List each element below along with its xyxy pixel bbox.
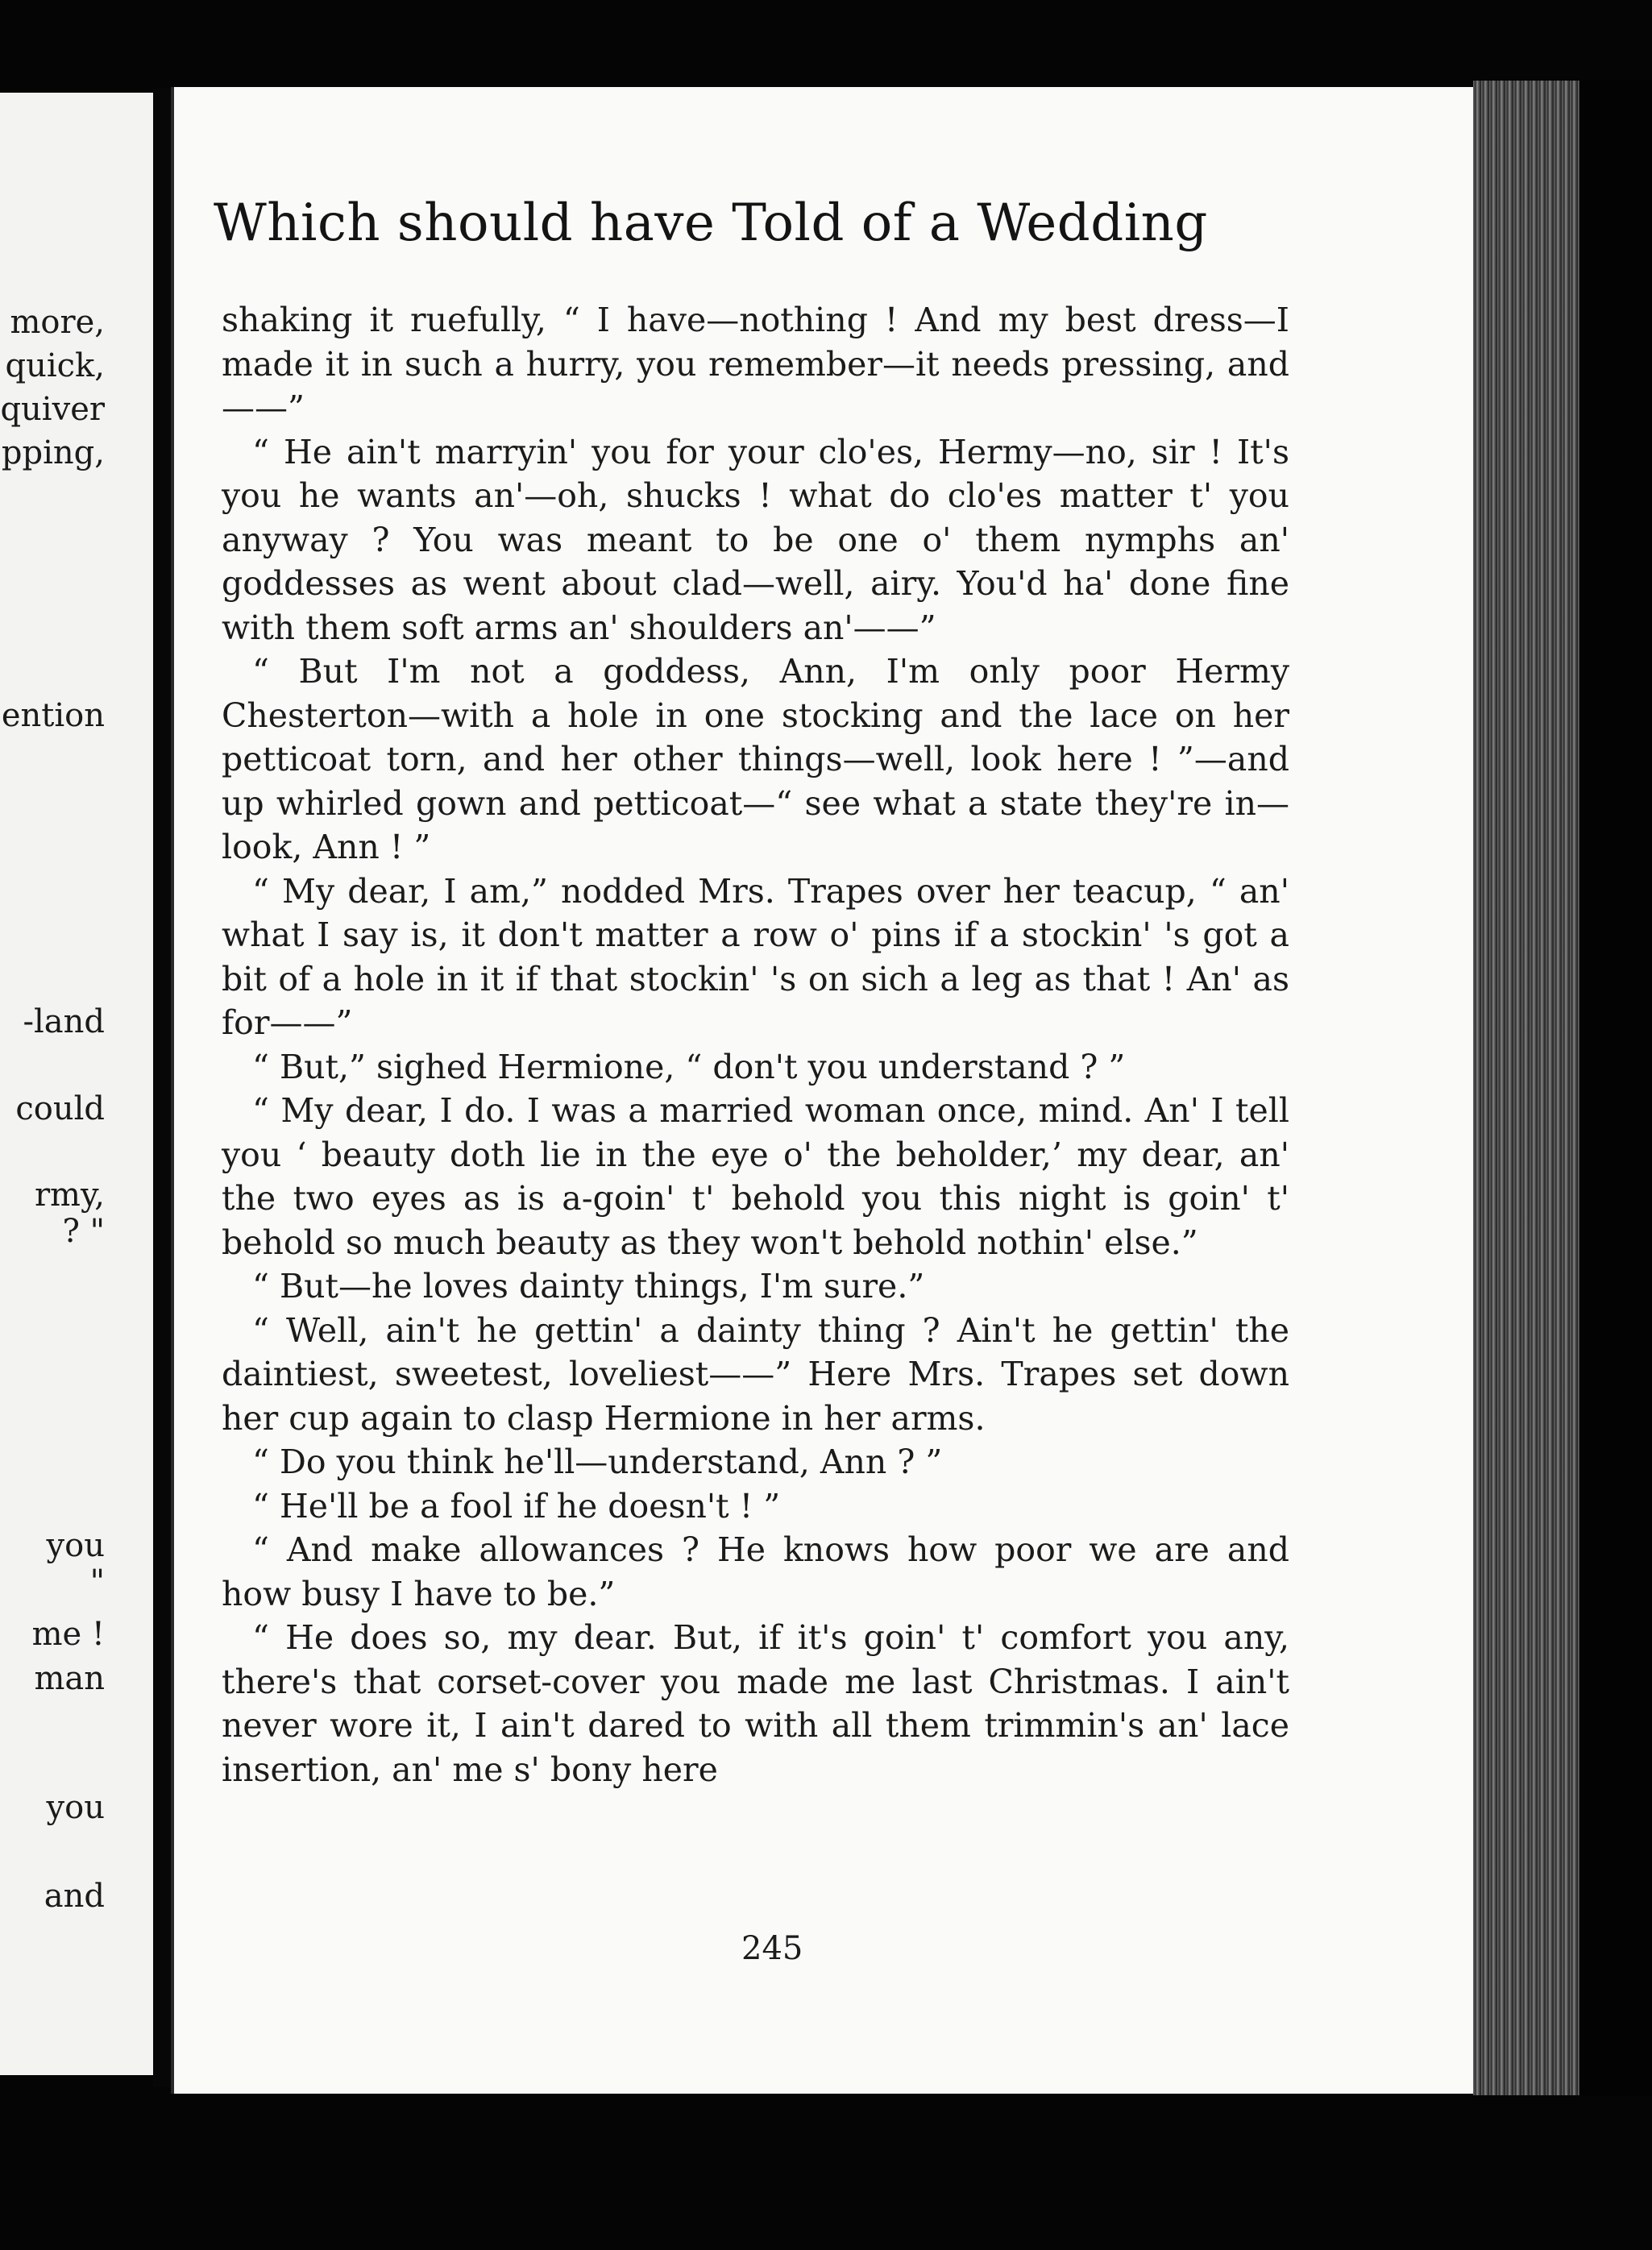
left-page-edge — [0, 93, 153, 2075]
paragraph: “ Well, ain't he gettin' a dainty thing ? Ain't he gettin' the daintiest, sweetest, loveliest——” Here Mrs. Trapes set down her cup again to clasp Hermione in her arms. — [222, 1310, 1289, 1438]
left-page-fragment: " — [89, 1563, 105, 1600]
paragraph: “ But,” sighed Hermione, “ don't you understand ? ” — [252, 1047, 1126, 1086]
left-page-fragment: rmy, — [34, 1177, 105, 1214]
paragraph: shaking it ruefully, “ I have—nothing ! And my best dress—I made it in such a hurry, you remember—it needs pressing, and——” — [222, 301, 1289, 427]
left-page-fragment: quick, — [5, 347, 105, 384]
paragraph: “ My dear, I do. I was a married woman once, mind. An' I tell you ‘ beauty doth lie in the eye o' the beholder,’ my dear, an' the two eyes as is a-goin' t' behold you this night is goin' t' behold so much beauty as they won't behold nothin' else.” — [222, 1091, 1289, 1262]
left-page-fragment: -land — [23, 1003, 105, 1040]
left-page-fragment: ? " — [62, 1213, 105, 1250]
body-text — [222, 298, 1289, 1791]
running-head: Which should have Told of a Wedding — [214, 193, 1208, 253]
left-page-fragment: me ! — [31, 1616, 105, 1653]
left-page-fragment: could — [15, 1090, 105, 1127]
left-page-fragment: quiver — [0, 391, 105, 428]
paragraph: “ And make allowances ? He knows how poor we are and how busy I have to be.” — [222, 1530, 1289, 1613]
paragraph: “ He'll be a fool if he doesn't ! ” — [252, 1486, 781, 1526]
left-page-fragment: and — [44, 1878, 105, 1915]
left-page-fragment: pping, — [1, 434, 105, 471]
paragraph: “ Do you think he'll—understand, Ann ? ” — [252, 1443, 943, 1481]
left-page-fragment: you — [46, 1789, 105, 1826]
background-shadow — [1579, 81, 1652, 2095]
paragraph: “ But I'm not a goddess, Ann, I'm only poor Hermy Chesterton—with a hole in one stocking and the lace on her petticoat torn, and her other things—well, look here ! ”—and up whirled gown and petticoat—“ see what a state they're in—look, Ann ! ” — [222, 652, 1289, 866]
left-page-fragment: you — [46, 1527, 105, 1564]
left-page-fragment: man — [34, 1660, 105, 1697]
paragraph: “ My dear, I am,” nodded Mrs. Trapes over her teacup, “ an' what I say is, it don't matter a row o' pins if a stockin' 's got a bit of a hole in it if that stockin' 's on sich a leg as that ! An' as for——” — [222, 871, 1289, 1042]
paragraph: “ He ain't marryin' you for your clo'es, Hermy—no, sir ! It's you he wants an'—oh, shucks ! what do clo'es matter t' you anyway ? You was meant to be one o' them nymphs an' goddesses as went about clad—well, airy. You'd ha' done fine with them soft arms an' shoulders an'——” — [222, 432, 1289, 647]
left-page-fragment: ention — [1, 697, 105, 734]
paragraph: “ He does so, my dear. But, if it's goin' t' comfort you any, there's that corset-cover you made me last Christmas. I ain't never wore it, I ain't dared to with all them trimmin's an' lace insertion, an' me s' bony here — [222, 1618, 1289, 1789]
left-page-fragment: more, — [10, 304, 105, 341]
page-number: 245 — [741, 1930, 803, 1967]
paragraph: “ But—he loves dainty things, I'm sure.” — [252, 1267, 925, 1306]
